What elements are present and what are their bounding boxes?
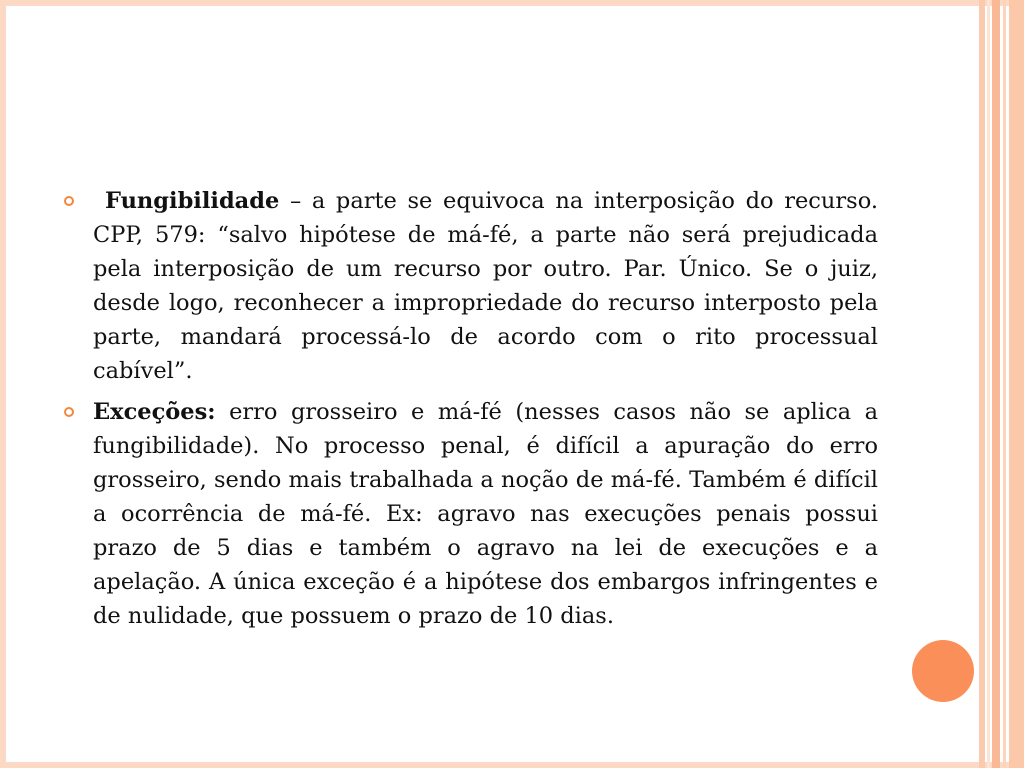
bottom-border	[0, 762, 1024, 768]
bullet-text: erro grosseiro e má-fé (nesses casos não se aplica a fungibilidade). No processo penal, é difícil a apuração do erro grosseiro, sendo mais trabalhada a noção de má-fé. Também é difícil a ocorrência de má-fé. Ex: agravo nas execuções penais possui prazo de 5 dias e também o agravo na lei de execuções e a apelação. A única exceção é a hipótese dos embargos infringentes e de nulidade, que possuem o prazo de 10 dias.	[93, 399, 878, 629]
decorative-stripe	[987, 0, 990, 768]
bullet-text: – a parte se equivoca na interposição do recurso. CPP, 579: “salvo hipótese de má-fé, a parte não será prejudicada pela interposição de um recurso por outro. Par. Único. Se o juiz, desde logo, reconhecer a impropriedade do recurso interposto pela parte, mandará processá-lo de acordo com o rito processual cabível”.	[93, 188, 878, 384]
circle-bullet-icon	[64, 407, 74, 417]
decorative-stripe	[992, 0, 1000, 768]
bullet-term: Fungibilidade	[105, 188, 280, 214]
decorative-stripe	[1003, 0, 1006, 768]
bullet-list	[64, 184, 878, 640]
circle-bullet-icon	[64, 196, 74, 206]
accent-circle	[912, 640, 974, 702]
top-border	[0, 0, 1024, 6]
bullet-item	[64, 395, 878, 633]
bullet-term: Exceções:	[93, 399, 216, 425]
decorative-stripe	[1009, 0, 1024, 768]
bullet-item	[64, 184, 878, 388]
left-border	[0, 0, 6, 768]
decorative-stripe	[979, 0, 985, 768]
